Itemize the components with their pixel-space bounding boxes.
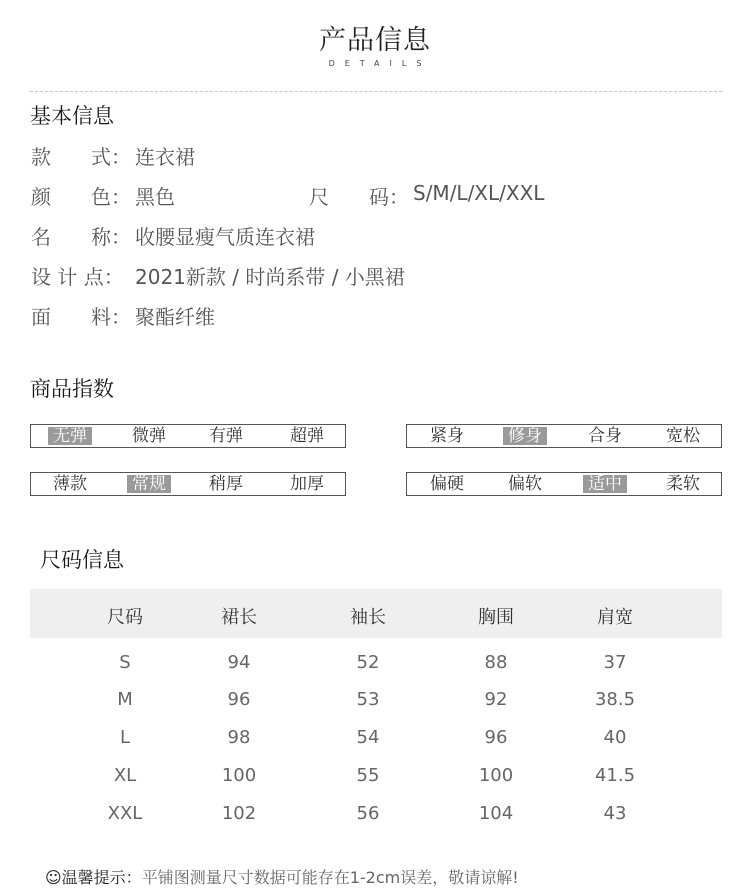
info-value: 连衣裙 <box>135 145 195 169</box>
info-label <box>31 141 135 170</box>
basic-info-heading: 基本信息 <box>30 104 114 128</box>
index-option-selected: 常规 <box>127 475 171 493</box>
index-option-selected: 无弹 <box>48 427 92 445</box>
index-option: 合身 <box>588 426 622 446</box>
table-cell: S <box>119 652 131 673</box>
info-label <box>309 181 409 210</box>
info-separator: ： <box>111 185 131 209</box>
table-cell: L <box>119 727 131 748</box>
table-cell: 102 <box>221 803 257 824</box>
column-header: 胸围 <box>478 607 514 628</box>
index-scale <box>406 424 722 448</box>
info-row-color-size <box>31 181 545 210</box>
index-option: 紧身 <box>430 426 464 446</box>
info-label <box>31 181 135 210</box>
index-option: 加厚 <box>290 474 324 494</box>
table-cell: 38.5 <box>594 689 636 710</box>
table-cell: 53 <box>356 689 380 710</box>
info-row-style <box>31 141 195 170</box>
dashed-divider <box>30 91 722 92</box>
column-header: 尺码 <box>107 607 143 628</box>
index-scale <box>30 424 346 448</box>
table-cell: 100 <box>221 765 257 786</box>
table-cell: 92 <box>484 689 508 710</box>
index-option-selected: 修身 <box>503 427 547 445</box>
info-value: S/M/L/XL/XXL <box>413 181 545 205</box>
info-value: 黑色 <box>135 185 175 209</box>
table-header <box>30 589 722 638</box>
index-option: 薄款 <box>53 474 87 494</box>
tip-text: 平铺图测量尺寸数据可能存在1-2cm误差，敬请谅解! <box>141 868 519 887</box>
info-separator: ： <box>111 225 131 249</box>
index-option: 稍厚 <box>209 474 243 494</box>
info-label <box>31 221 135 250</box>
column-header: 裙长 <box>221 607 257 628</box>
page-subtitle: DETAILS <box>328 59 432 68</box>
table-cell: XXL <box>107 803 143 824</box>
product-index-heading: 商品指数 <box>30 377 114 401</box>
index-option: 微弹 <box>132 426 166 446</box>
table-cell: 96 <box>227 689 251 710</box>
index-scale <box>406 472 722 496</box>
table-cell: 55 <box>356 765 380 786</box>
page-title: 产品信息 <box>319 25 431 56</box>
table-cell: 56 <box>356 803 380 824</box>
table-cell: 40 <box>603 727 627 748</box>
table-cell: 94 <box>227 652 251 673</box>
table-cell: 100 <box>478 765 514 786</box>
info-row-design <box>31 261 405 290</box>
info-separator: ： <box>103 265 124 289</box>
table-cell: 54 <box>356 727 380 748</box>
info-label-text: 名 称 <box>31 225 111 249</box>
table-cell: 43 <box>603 803 627 824</box>
table-cell: 41.5 <box>594 765 636 786</box>
table-cell: 96 <box>484 727 508 748</box>
index-option: 宽松 <box>666 426 700 446</box>
table-cell: 104 <box>478 803 514 824</box>
table-cell: 88 <box>484 652 508 673</box>
table-cell: M <box>117 689 133 710</box>
info-label <box>31 261 135 290</box>
column-header: 袖长 <box>350 607 386 628</box>
table-cell: 52 <box>356 652 380 673</box>
info-separator: ： <box>111 305 131 329</box>
index-scale <box>30 472 346 496</box>
info-label-text: 面 料 <box>31 305 111 329</box>
index-option: 偏软 <box>508 474 542 494</box>
column-header: 肩宽 <box>597 607 633 628</box>
index-option: 超弹 <box>290 426 324 446</box>
info-separator: ： <box>389 185 409 209</box>
info-row-name <box>31 221 315 250</box>
info-value: 收腰显瘦气质连衣裙 <box>135 225 315 249</box>
index-option: 偏硬 <box>430 474 464 494</box>
info-label-text: 颜 色 <box>31 185 111 209</box>
table-cell: XL <box>113 765 137 786</box>
info-label-text: 尺 码 <box>309 185 389 209</box>
table-cell: 98 <box>227 727 251 748</box>
info-separator: ： <box>111 145 131 169</box>
info-label <box>31 301 135 330</box>
index-option: 柔软 <box>666 474 700 494</box>
table-cell: 37 <box>603 652 627 673</box>
info-label-text: 设 计 点 <box>31 265 104 289</box>
size-info-heading: 尺码信息 <box>40 548 124 572</box>
index-option: 有弹 <box>209 426 243 446</box>
info-label-text: 款 式 <box>31 145 111 169</box>
tip-label: ☺温馨提示： <box>45 868 142 887</box>
index-option-selected: 适中 <box>583 475 627 493</box>
info-value: 聚酯纤维 <box>135 305 215 329</box>
tip-line <box>45 865 519 888</box>
info-value: 2021新款 / 时尚系带 / 小黑裙 <box>135 265 405 289</box>
info-row-fabric <box>31 301 215 330</box>
